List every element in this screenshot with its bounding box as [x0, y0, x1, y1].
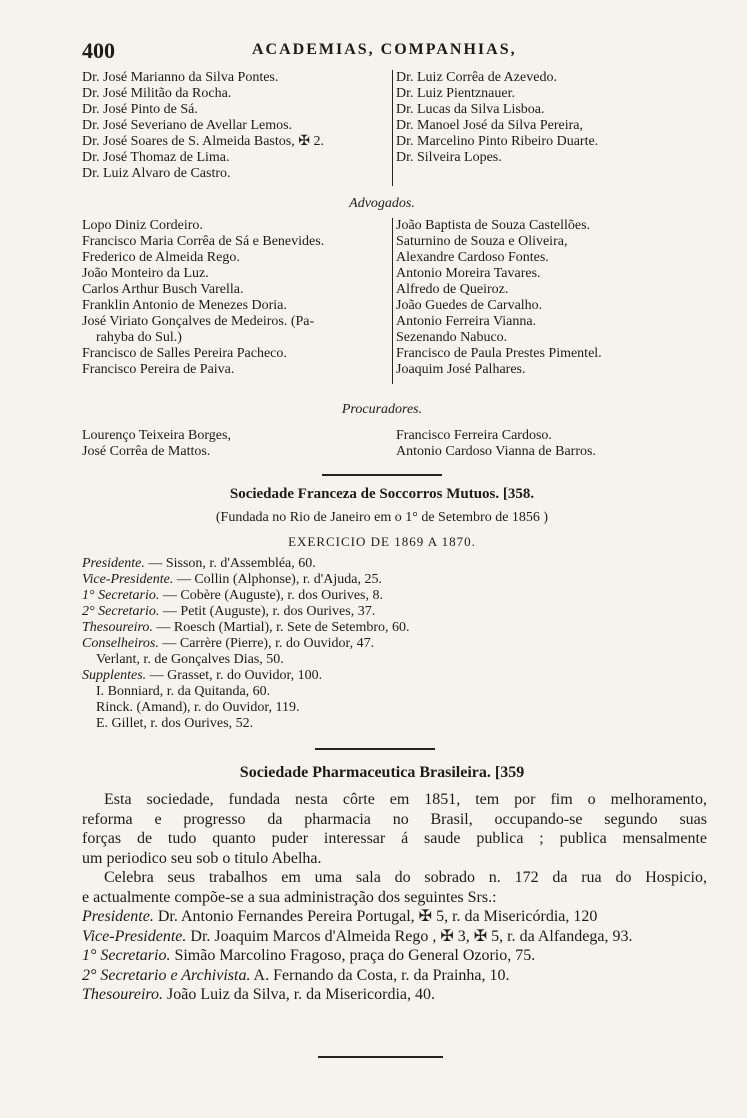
procuradores-right-column	[392, 428, 696, 460]
officer-role: Presidente.	[82, 556, 145, 571]
advogado-entry: Alfredo de Queiroz.	[396, 282, 509, 297]
officer-line	[82, 556, 702, 572]
running-title: ACADEMIAS, COMPANHIAS,	[252, 41, 517, 58]
advogados-right-column	[392, 218, 696, 384]
officer-line	[82, 604, 702, 620]
members-left-column	[82, 70, 387, 182]
advogado-entry: João Monteiro da Luz.	[82, 266, 209, 281]
officer-role: Thesoureiro.	[82, 620, 153, 635]
advogado-entry: Frederico de Almeida Rego.	[82, 250, 240, 265]
procuradores-left-column	[82, 428, 387, 460]
officer-name: Dr. Joaquim Marcos d'Almeida Rego , ✠ 3, ✠ 5, r. da Alfandega, 93.	[186, 927, 633, 945]
section-divider	[315, 748, 435, 750]
advogado-entry: Francisco de Salles Pereira Pacheco.	[82, 346, 287, 361]
paragraph-line: reforma e progresso da pharmacia no Brasil, occupando-se segundo suas	[82, 810, 707, 828]
member-entry: Dr. Luiz Corrêa de Azevedo.	[396, 70, 557, 85]
procurador-entry: Lourenço Teixeira Borges,	[82, 428, 231, 443]
procurador-entry: José Corrêa de Mattos.	[82, 444, 211, 459]
officer-name: Simão Marcolino Fragoso, praça do General Ozorio, 75.	[170, 947, 536, 964]
officer-name: Verlant, r. de Gonçalves Dias, 50.	[96, 652, 284, 667]
member-entry: Dr. José Severiano de Avellar Lemos.	[82, 118, 293, 133]
advogados-left-column	[82, 218, 387, 378]
advogado-entry: Antonio Moreira Tavares.	[396, 266, 541, 281]
advogado-entry: Antonio Ferreira Vianna.	[396, 314, 537, 329]
paragraph-line: e actualmente compõe-se a sua administração dos seguintes Srs.:	[82, 888, 497, 906]
advogado-entry: José Viriato Gonçalves de Medeiros. (Pa-	[82, 314, 315, 329]
officer-line	[82, 684, 702, 700]
franceza-subtitle: (Fundada no Rio de Janeiro em o 1° de Setembro de 1856 )	[215, 510, 549, 525]
advogado-entry: Francisco de Paula Prestes Pimentel.	[396, 346, 602, 361]
members-right-column	[392, 70, 696, 186]
officer-role: 2° Secretario.	[82, 604, 160, 619]
officer-line	[82, 636, 702, 652]
officer-role: Conselheiros.	[82, 636, 159, 651]
advogado-entry: Carlos Arthur Busch Varella.	[82, 282, 244, 297]
member-entry: Dr. José Militão da Rocha.	[82, 86, 232, 101]
procurador-entry: Francisco Ferreira Cardoso.	[396, 428, 552, 443]
member-entry: Dr. José Marianno da Silva Pontes.	[82, 70, 279, 85]
section-divider	[318, 1056, 443, 1058]
officer-line	[82, 907, 707, 927]
franceza-title: Sociedade Franceza de Soccorros Mutuos. [358.	[229, 486, 535, 502]
officer-name: Dr. Antonio Fernandes Pereira Portugal, ✠ 5, r. da Misericórdia, 120	[153, 908, 598, 925]
pharmaceutica-title: Sociedade Pharmaceutica Brasileira. [359	[239, 764, 525, 781]
advogado-entry: Alexandre Cardoso Fontes.	[396, 250, 549, 265]
advogado-entry: Joaquim José Palhares.	[396, 362, 526, 377]
members-columns	[82, 70, 682, 190]
officer-name: — Roesch (Martial), r. Sete de Setembro, 60.	[152, 620, 410, 635]
member-entry: Dr. Luiz Alvaro de Castro.	[82, 166, 231, 181]
officer-line	[82, 572, 702, 588]
advogado-entry: Sezenando Nabuco.	[396, 330, 508, 345]
advogado-entry: João Baptista de Souza Castellões.	[396, 218, 591, 233]
procuradores-columns	[82, 428, 682, 464]
advogado-entry: Francisco Maria Corrêa de Sá e Benevides.	[82, 234, 325, 249]
member-entry: Dr. Lucas da Silva Lisboa.	[396, 102, 545, 117]
officer-name: — Grasset, r. do Ouvidor, 100.	[146, 668, 323, 683]
officer-name: — Carrère (Pierre), r. do Ouvidor, 47.	[158, 636, 375, 651]
officer-name: A. Fernando da Costa, r. da Prainha, 10.	[250, 966, 510, 984]
officer-line	[82, 966, 707, 986]
paragraph-line: um periodico seu sob o titulo Abelha.	[82, 849, 322, 867]
advogado-entry: Francisco Pereira de Paiva.	[82, 362, 235, 377]
paragraph-line: Celebra seus trabalhos em uma sala do sobrado n. 172 da rua do Hospicio,	[104, 869, 707, 886]
procuradores-heading: Procuradores.	[341, 402, 423, 417]
advogado-entry: rahyba do Sul.)	[96, 330, 182, 345]
officer-line	[82, 946, 707, 966]
member-entry: Dr. José Thomaz de Lima.	[82, 150, 230, 165]
advogados-columns	[82, 218, 682, 388]
franceza-officers	[82, 556, 702, 732]
officer-name: I. Bonniard, r. da Quitanda, 60.	[96, 684, 271, 699]
officer-role: Supplentes.	[82, 668, 147, 683]
section-divider	[322, 474, 442, 476]
officer-name: João Luiz da Silva, r. da Misericordia, 40.	[163, 986, 435, 1003]
advogado-entry: Saturnino de Souza e Oliveira,	[396, 234, 568, 249]
officer-role: Vice-Presidente.	[82, 927, 187, 945]
member-entry: Dr. Manoel José da Silva Pereira,	[396, 118, 584, 133]
officer-line	[82, 620, 702, 636]
officer-name: Rinck. (Amand), r. do Ouvidor, 119.	[96, 700, 300, 715]
page-header	[82, 38, 682, 66]
page-number: 400	[82, 38, 115, 63]
officer-line	[82, 716, 702, 732]
officer-role: Vice-Presidente.	[82, 572, 174, 587]
officer-line	[82, 985, 707, 1005]
member-entry: Dr. Luiz Pientznauer.	[396, 86, 515, 101]
officer-name: — Sisson, r. d'Assembléa, 60.	[144, 556, 316, 571]
advogado-entry: Franklin Antonio de Menezes Doria.	[82, 298, 287, 313]
officer-line	[82, 927, 707, 947]
advogado-entry: João Guedes de Carvalho.	[396, 298, 543, 313]
franceza-exercicio: EXERCICIO DE 1869 A 1870.	[288, 534, 476, 549]
officer-line	[82, 700, 702, 716]
advogados-heading: Advogados.	[349, 196, 415, 211]
officer-line	[82, 652, 702, 668]
officer-role: 2° Secretario e Archivista.	[82, 966, 251, 984]
officer-line	[82, 588, 702, 604]
member-entry: Dr. Silveira Lopes.	[396, 150, 502, 165]
member-entry: Dr. José Pinto de Sá.	[82, 102, 198, 117]
officer-name: — Collin (Alphonse), r. d'Ajuda, 25.	[173, 572, 382, 587]
member-entry: Dr. Marcelino Pinto Ribeiro Duarte.	[396, 134, 599, 149]
officer-name: E. Gillet, r. dos Ourives, 52.	[96, 716, 254, 731]
paragraph-line: forças de tudo quanto puder interessar á saude publica ; publica mensalmente	[82, 830, 707, 847]
pharmaceutica-body	[82, 790, 707, 1005]
officer-name: — Petit (Auguste), r. dos Ourives, 37.	[159, 604, 376, 619]
officer-line	[82, 668, 702, 684]
advogado-entry: Lopo Diniz Cordeiro.	[82, 218, 203, 233]
officer-role: Thesoureiro.	[82, 986, 164, 1003]
member-entry: Dr. José Soares de S. Almeida Bastos, ✠ 2.	[82, 134, 324, 149]
procurador-entry: Antonio Cardoso Vianna de Barros.	[396, 444, 596, 459]
officer-role: Presidente.	[82, 908, 154, 925]
officer-role: 1° Secretario.	[82, 947, 171, 964]
officer-name: — Cobère (Auguste), r. dos Ourives, 8.	[159, 588, 383, 603]
officer-role: 1° Secretario.	[82, 588, 160, 603]
paragraph-line: Esta sociedade, fundada nesta côrte em 1851, tem por fim o melhoramento,	[104, 791, 707, 808]
